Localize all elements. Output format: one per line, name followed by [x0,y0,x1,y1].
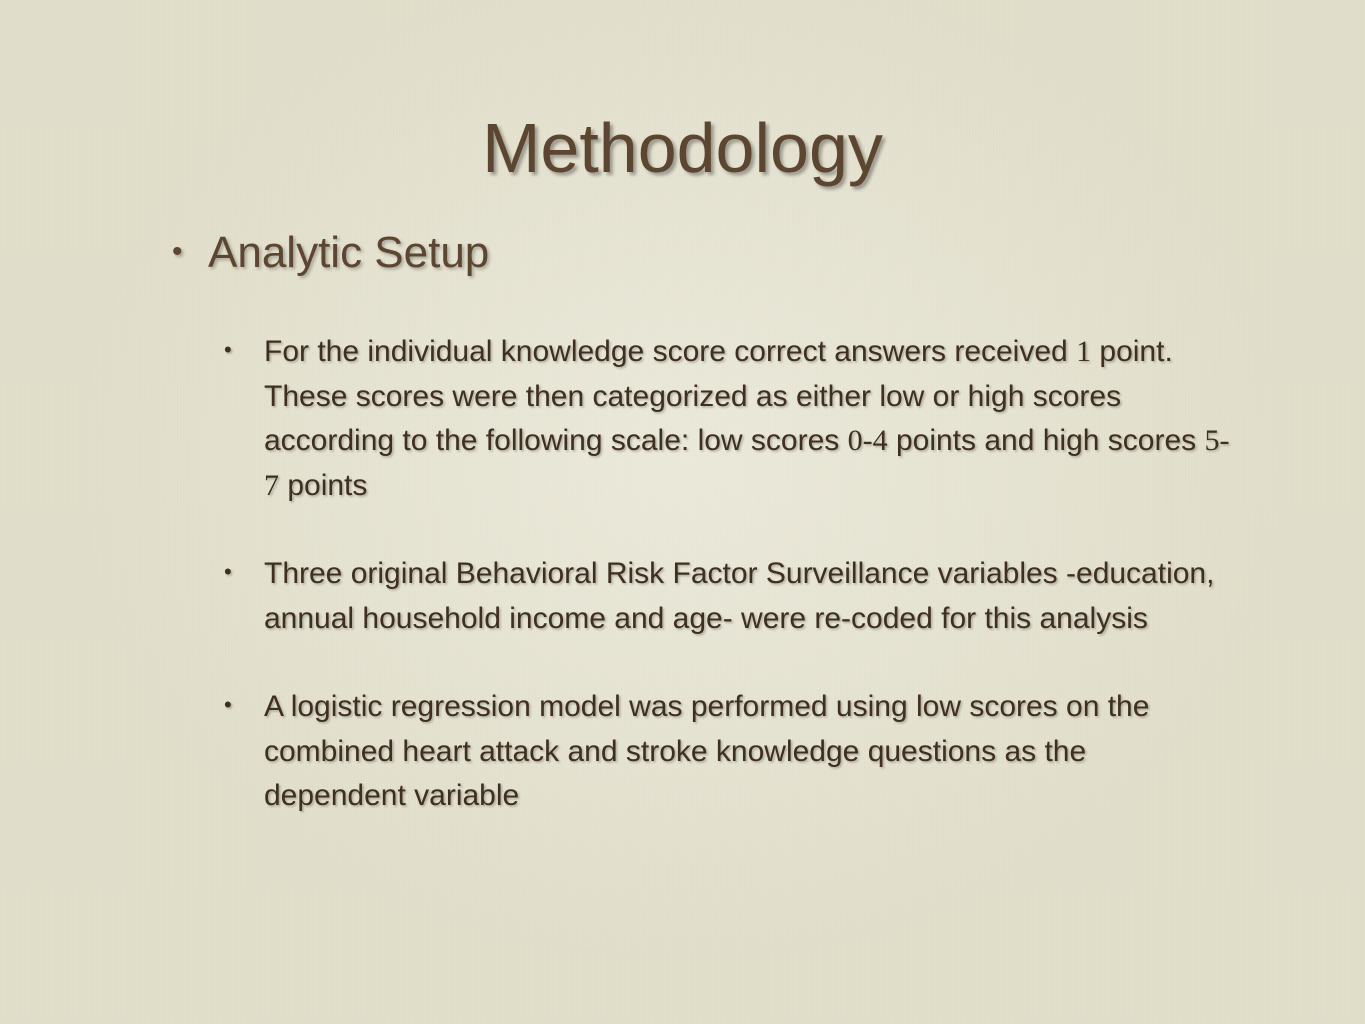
sub-bullet-text: Three original Behavioral Risk Factor Surveillance variables -education, annual household income and age- were re-coded for this analysis [264,557,1215,635]
sub-bullet-list [224,330,1234,863]
text-segment: points [279,468,368,502]
bullet-icon: • [224,337,232,362]
number-segment: 5-7 [264,424,1230,502]
level1-bullet-text: Analytic Setup [208,228,490,277]
sub-bullet-item [224,330,1234,508]
slide-title: Methodology [482,109,883,187]
text-segment: points and high scores [887,424,1205,457]
bullet-icon: • [172,235,183,268]
sub-bullet-item [224,552,1234,641]
bullet-icon: • [224,692,232,717]
bullet-icon: • [224,559,232,584]
number-segment: 0-4 [847,424,888,457]
sub-bullet-item [224,685,1234,819]
text-segment: point. These scores were then categorized as either low or high scores according to the following scale: low scores [264,335,1173,457]
number-segment: 1 [1076,335,1092,368]
sub-bullet-text: A logistic regression model was performed using low scores on the combined heart attack and stroke knowledge questions as the dependent variable [264,690,1150,812]
level1-bullet [172,226,489,279]
sub-bullet-text [264,335,1230,502]
text-segment: For the individual knowledge score correct answers received [264,335,1077,368]
